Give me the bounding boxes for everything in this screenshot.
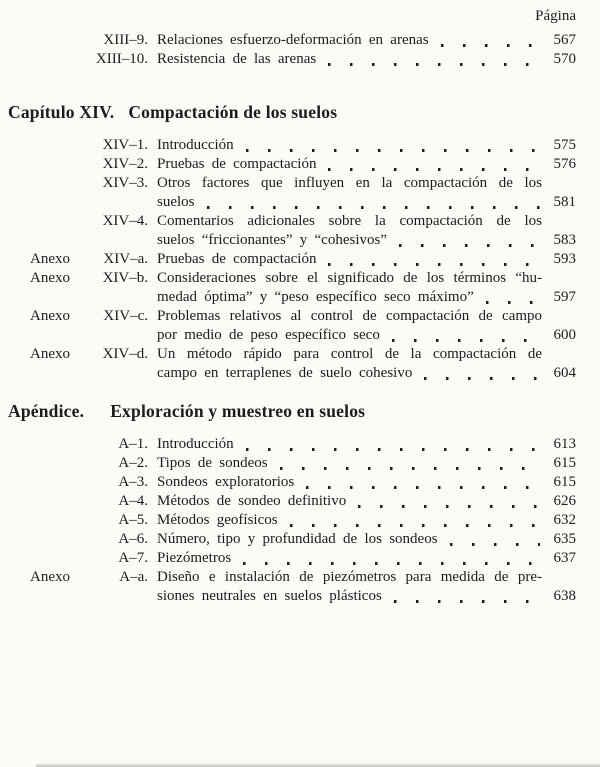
entry-number-label: A–1. (118, 436, 148, 452)
entry-title-lastline (157, 193, 542, 212)
entry-page-number: 581 (553, 194, 576, 210)
entry-label-group (30, 212, 148, 231)
entry-label-group (30, 345, 148, 364)
dot-leader (441, 44, 540, 47)
toc-entry (8, 250, 576, 269)
entry-title-text: Pruebas de compactación (157, 156, 317, 172)
dot-leader (424, 377, 540, 380)
entry-label-group (30, 31, 148, 50)
entry-page-number: 567 (553, 32, 576, 48)
dot-leader (328, 263, 540, 266)
entry-title (157, 435, 542, 454)
entry-title-line: Otros factores que influyen en la compactación de los (157, 175, 542, 191)
dot-leader (486, 301, 540, 304)
toc-entry (8, 454, 576, 473)
entry-title-text: suelos (157, 194, 195, 210)
entry-title-lastline (157, 492, 542, 511)
entry-title-lastline (157, 231, 542, 250)
entry-number-label: A–4. (118, 493, 148, 509)
entry-page-number: 583 (553, 232, 576, 248)
entry-label-group (30, 435, 148, 454)
toc-body (8, 31, 576, 606)
entry-page-number: 575 (553, 137, 576, 153)
entry-page-number: 613 (553, 436, 576, 452)
entry-title (157, 530, 542, 549)
entry-page-number: 632 (553, 512, 576, 528)
entry-number-label: XIII–10. (95, 51, 148, 67)
entry-title-lastline (157, 454, 542, 473)
page-column-header (8, 7, 576, 26)
entry-title-lastline (157, 288, 542, 307)
entry-number-label: XIV–4. (102, 213, 148, 229)
entry-title-lastline (157, 250, 542, 269)
entry-title-lastline (157, 31, 542, 50)
entry-title-text: Sondeos exploratorios (157, 474, 295, 490)
toc-section (8, 101, 576, 383)
entry-title-text: medad óptima” y “peso específico seco máximo” (157, 289, 474, 305)
entry-title (157, 250, 542, 269)
section-heading (8, 400, 576, 422)
entry-label-group (30, 530, 148, 549)
entry-label-group (30, 136, 148, 155)
section-heading (8, 101, 576, 123)
entry-number-label: XIV–d. (102, 346, 148, 362)
entry-page-number: 604 (553, 365, 576, 381)
entry-title (157, 568, 542, 606)
entry-number-label: XIV–3. (102, 175, 148, 191)
dot-leader (207, 206, 541, 209)
entry-title-text: Resistencia de las arenas (157, 51, 317, 67)
toc-entry (8, 530, 576, 549)
entry-title-line: Un método rápido para control de la compactación de (157, 346, 542, 362)
toc-entry (8, 473, 576, 492)
section-heading-title: Compactación de los suelos (128, 102, 338, 122)
entry-label-group (30, 174, 148, 193)
toc-entry (8, 155, 576, 174)
entry-page-number: 593 (553, 251, 576, 267)
entry-title-lastline (157, 511, 542, 530)
entry-title-text: Piezómetros (157, 550, 232, 566)
toc-section (8, 31, 576, 69)
entry-page-number: 637 (553, 550, 576, 566)
dot-leader (290, 524, 540, 527)
section-heading-label: Apéndice. (8, 401, 85, 421)
toc-section (8, 400, 576, 606)
entry-title (157, 511, 542, 530)
entry-label-group (30, 155, 148, 174)
entry-title (157, 136, 542, 155)
entry-page-number: 626 (553, 493, 576, 509)
entry-title (157, 345, 542, 383)
entry-label-group (30, 492, 148, 511)
entry-title (157, 492, 542, 511)
entry-number-label: A–3. (118, 474, 148, 490)
entry-title (157, 31, 542, 50)
toc-entry (8, 345, 576, 383)
entry-label-group (30, 307, 148, 326)
toc-entry (8, 50, 576, 69)
dot-leader (450, 543, 540, 546)
entry-prefix-label: Anexo (30, 251, 70, 267)
entry-title (157, 307, 542, 345)
entry-number-label: A–2. (118, 455, 148, 471)
entry-title-text: siones neutrales en suelos plásticos (157, 588, 382, 604)
dot-leader (358, 505, 540, 508)
entry-number-label: XIII–9. (103, 32, 148, 48)
toc-entry (8, 435, 576, 454)
toc-entry (8, 174, 576, 212)
entry-page-number: 570 (553, 51, 576, 67)
entry-title-lastline (157, 435, 542, 454)
entry-page-number: 638 (553, 588, 576, 604)
entry-title-line: Problemas relativos al control de compactación de campo (157, 308, 542, 324)
entry-number-label: XIV–b. (102, 270, 148, 286)
entry-label-group (30, 454, 148, 473)
dot-leader (328, 168, 540, 171)
entry-title-line: Consideraciones sobre el significado de los términos “hu- (157, 270, 542, 286)
entry-label-group (30, 568, 148, 587)
entry-page-number: 600 (553, 327, 576, 343)
dot-leader (246, 448, 540, 451)
dot-leader (243, 562, 540, 565)
entry-title-lastline (157, 364, 542, 383)
entry-page-number: 597 (553, 289, 576, 305)
entry-title-lastline (157, 50, 542, 69)
entry-number-label: XIV–1. (102, 137, 148, 153)
entry-title-lastline (157, 587, 542, 606)
entry-label-group (30, 269, 148, 288)
dot-leader (392, 339, 540, 342)
entry-title-lastline (157, 549, 542, 568)
page-column-header-label: Página (535, 8, 576, 24)
entry-label-group (30, 511, 148, 530)
toc-entry (8, 511, 576, 530)
entry-title-text: Introducción (157, 436, 234, 452)
entry-label-group (30, 50, 148, 69)
entry-prefix-label: Anexo (30, 569, 70, 585)
entry-title-lastline (157, 326, 542, 345)
entry-title-text: Número, tipo y profundidad de los sondeos (157, 531, 438, 547)
entry-title-text: Introducción (157, 137, 234, 153)
toc-entry (8, 212, 576, 250)
dot-leader (328, 63, 540, 66)
entry-label-group (30, 473, 148, 492)
entry-prefix-label: Anexo (30, 346, 70, 362)
entry-page-number: 615 (553, 474, 576, 490)
entry-number-label: A–5. (118, 512, 148, 528)
entry-title (157, 155, 542, 174)
entry-title-text: Relaciones esfuerzo-deformación en arenas (157, 32, 429, 48)
entry-title-text: Tipos de sondeos (157, 455, 268, 471)
entry-title (157, 549, 542, 568)
entry-title-text: Métodos geofísicos (157, 512, 278, 528)
entry-number-label: XIV–a. (103, 251, 148, 267)
dot-leader (394, 600, 540, 603)
entry-title (157, 212, 542, 250)
section-heading-label: Capítulo XIV. (8, 102, 115, 122)
entry-title-lastline (157, 473, 542, 492)
toc-entry (8, 549, 576, 568)
entry-label-group (30, 549, 148, 568)
entry-number-label: A–7. (118, 550, 148, 566)
entry-number-label: XIV–c. (103, 308, 148, 324)
toc-entry (8, 492, 576, 511)
entry-title-line: Diseño e instalación de piezómetros para medida de pre- (157, 569, 542, 585)
toc-entry (8, 269, 576, 307)
dot-leader (246, 149, 540, 152)
dot-leader (280, 467, 540, 470)
entry-title (157, 269, 542, 307)
toc-entry (8, 568, 576, 606)
entry-title (157, 174, 542, 212)
entry-title-text: campo en terraplenes de suelo cohesivo (157, 365, 413, 381)
entry-title-text: por medio de peso específico seco (157, 327, 380, 343)
dot-leader (399, 244, 540, 247)
toc-entry (8, 136, 576, 155)
entry-page-number: 576 (553, 156, 576, 172)
entry-title (157, 454, 542, 473)
entry-title (157, 50, 542, 69)
entry-prefix-label: Anexo (30, 270, 70, 286)
scan-edge-shadow (36, 763, 600, 767)
entry-title-text: Pruebas de compactación (157, 251, 317, 267)
entry-title-lastline (157, 155, 542, 174)
entry-title-text: suelos “friccionantes” y “cohesivos” (157, 232, 387, 248)
toc-entry (8, 31, 576, 50)
entry-page-number: 615 (553, 455, 576, 471)
entry-title-line: Comentarios adicionales sobre la compactación de los (157, 213, 542, 229)
dot-leader (306, 486, 540, 489)
entry-page-number: 635 (553, 531, 576, 547)
section-heading-title: Exploración y muestreo en suelos (110, 401, 366, 421)
toc-entry (8, 307, 576, 345)
entry-prefix-label: Anexo (30, 308, 70, 324)
entry-title-lastline (157, 136, 542, 155)
entry-number-label: XIV–2. (102, 156, 148, 172)
entry-number-label: A–a. (119, 569, 148, 585)
entry-title-text: Métodos de sondeo definitivo (157, 493, 347, 509)
entry-number-label: A–6. (118, 531, 148, 547)
entry-label-group (30, 250, 148, 269)
entry-title-lastline (157, 530, 542, 549)
entry-title (157, 473, 542, 492)
